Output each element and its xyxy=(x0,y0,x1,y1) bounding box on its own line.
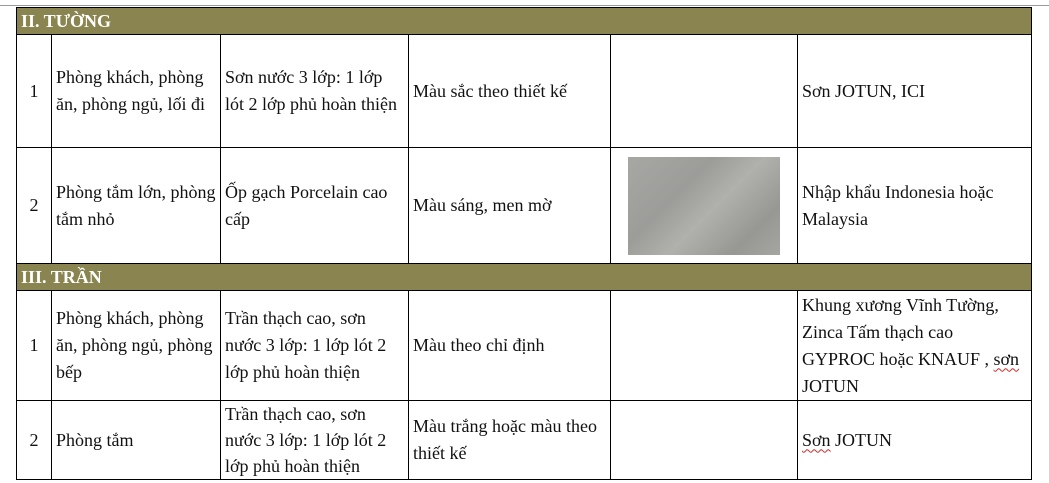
material-cell: Trần thạch cao, sơn nước 3 lớp: 1 lớp lót 2 lớp phủ hoàn thiện xyxy=(221,401,409,480)
material-cell: Ốp gạch Porcelain cao cấp xyxy=(221,148,409,264)
row-number: 1 xyxy=(17,35,52,148)
location-cell: Phòng khách, phòng ăn, phòng ngủ, phòng bếp xyxy=(52,291,221,401)
row-number: 2 xyxy=(17,148,52,264)
section-title: III. TRẦN xyxy=(17,264,1032,291)
table-row xyxy=(17,401,1032,480)
location-cell: Phòng tắm lớn, phòng tắm nhỏ xyxy=(52,148,221,264)
table-row xyxy=(17,148,1032,264)
finish-cell: Màu sáng, men mờ xyxy=(409,148,611,264)
finish-cell: Màu sắc theo thiết kế xyxy=(409,35,611,148)
finish-cell: Màu theo chỉ định xyxy=(409,291,611,401)
brand-text-flagged: Sơn xyxy=(802,429,831,450)
brand-cell: Nhập khẩu Indonesia hoặc Malaysia xyxy=(798,148,1032,264)
brand-text: JOTUN xyxy=(835,429,893,450)
table-row xyxy=(17,35,1032,148)
section-header-ceiling xyxy=(17,264,1032,291)
finish-cell: Màu trắng hoặc màu theo thiết kế xyxy=(409,401,611,480)
brand-text: Khung xương Vĩnh Tường, Zinca Tấm thạch cao GYPROC hoặc KNAUF , xyxy=(802,294,999,369)
brand-text: JOTUN xyxy=(802,375,859,396)
tile-sample-image xyxy=(628,157,780,255)
brand-cell: Sơn JOTUN, ICI xyxy=(798,35,1032,148)
specification-table xyxy=(16,7,1032,480)
material-cell: Trần thạch cao, sơn nước 3 lớp: 1 lớp lót 2 lớp phủ hoàn thiện xyxy=(221,291,409,401)
material-cell: Sơn nước 3 lớp: 1 lớp lót 2 lớp phủ hoàn thiện xyxy=(221,35,409,148)
sample-cell xyxy=(611,35,798,148)
page-top-rule xyxy=(0,5,1049,6)
sample-cell xyxy=(611,401,798,480)
brand-cell xyxy=(798,291,1032,401)
row-number: 1 xyxy=(17,291,52,401)
brand-text-flagged: sơn xyxy=(993,348,1020,369)
table-row xyxy=(17,291,1032,401)
location-cell: Phòng khách, phòng ăn, phòng ngủ, lối đi xyxy=(52,35,221,148)
sample-cell xyxy=(611,291,798,401)
location-cell: Phòng tắm xyxy=(52,401,221,480)
brand-cell xyxy=(798,401,1032,480)
section-header-walls xyxy=(17,8,1032,35)
section-title: II. TƯỜNG xyxy=(17,8,1032,35)
row-number: 2 xyxy=(17,401,52,480)
sample-cell xyxy=(611,148,798,264)
